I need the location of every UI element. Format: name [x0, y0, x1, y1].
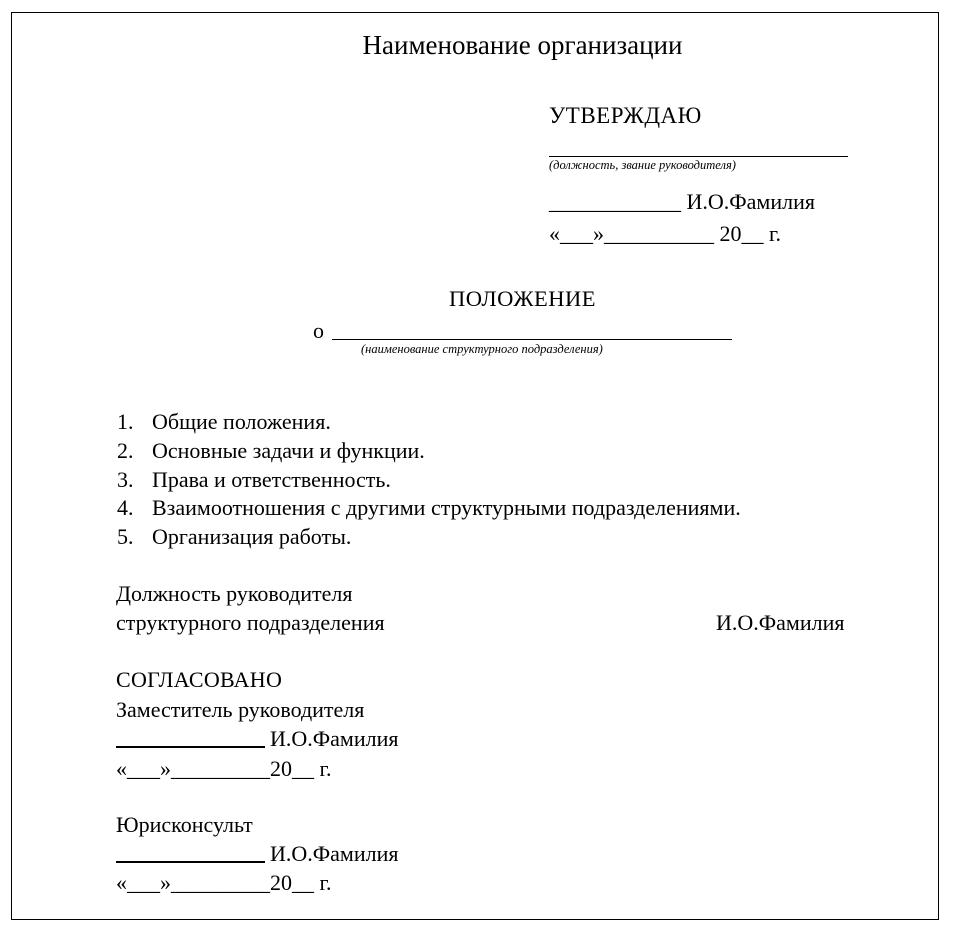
document-title: ПОЛОЖЕНИЕ: [449, 286, 596, 311]
list-item: [117, 494, 741, 523]
sections-list: [117, 408, 741, 552]
section-number: 5.: [117, 524, 134, 549]
approval-date-line: «___»__________ 20__ г.: [549, 221, 782, 246]
approval-heading: УТВЕРЖДАЮ: [549, 103, 702, 128]
lawyer-date-line: «___»_________20__ г.: [116, 870, 332, 895]
deputy-name: И.О.Фамилия: [270, 726, 399, 751]
section-title: Права и ответственность.: [152, 466, 391, 492]
section-number: 3.: [117, 466, 134, 492]
approval-position-caption: (должность, звание руководителя): [549, 158, 736, 172]
section-title: Общие положения.: [152, 409, 331, 434]
list-item: [117, 408, 741, 437]
unit-name-caption: (наименование структурного подразделения): [361, 342, 603, 356]
lawyer-signature-line: [116, 861, 265, 863]
document-about-prefix: о: [313, 318, 324, 343]
section-number: 1.: [117, 409, 134, 434]
approval-position-line: [549, 156, 848, 157]
section-number: 2.: [117, 437, 134, 463]
section-title: Организация работы.: [152, 524, 352, 549]
list-item: [117, 466, 741, 495]
deputy-signature-line: [116, 746, 265, 748]
approval-signature-line: ____________ И.О.Фамилия: [549, 189, 815, 214]
section-title: Основные задачи и функции.: [152, 437, 425, 463]
deputy-date-line: «___»_________20__ г.: [116, 756, 332, 781]
lawyer-name: И.О.Фамилия: [270, 841, 399, 866]
unit-head-name: И.О.Фамилия: [716, 610, 845, 635]
lawyer-title: Юрисконсульт: [116, 812, 253, 837]
deputy-title: Заместитель руководителя: [116, 697, 365, 722]
agreement-heading: СОГЛАСОВАНО: [116, 667, 283, 692]
section-title: Взаимоотношения с другими структурными подразделениями.: [152, 495, 741, 521]
unit-head-position-line1: Должность руководителя: [116, 581, 353, 606]
list-item: [117, 437, 741, 466]
section-number: 4.: [117, 495, 134, 521]
list-item: [117, 523, 741, 552]
unit-head-position-line2: структурного подразделения: [116, 610, 385, 635]
organization-name: Наименование организации: [362, 30, 683, 60]
unit-name-line: [332, 339, 732, 340]
